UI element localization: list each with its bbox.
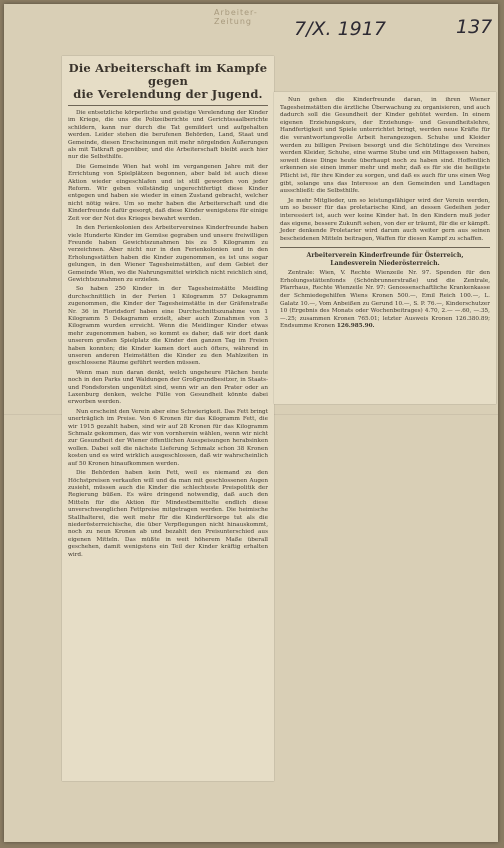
paragraph: Die entsetzliche körperliche und geistige Verelendung der Kinder im Kriege, die uns die Polizeiberichte und Gerichtssaalberichte schildern, kann nur durch die Tat gemildert und aufgehalten werden. Leider stehen die berufenen Behörden, Land, Staat und Gemeinde, diesen Erscheinungen mit mehr nörgelnden Äußerungen als mit Tatkraft gegenüber, und die Arbeiterschaft bleibt auch hier nur die Selbsthilfe.	[68, 110, 268, 161]
paragraph: Die Gemeinde Wien hat wohl im vergangenen Jahre mit der Errichtung von Spielplätzen begonnen, aber bald ist auch diese Aktion wieder eingeschlafen und ist still geworden von jeder Reform. Wir geben vollständig ungerechtfertigt diese Kinder entgegen und haben sie wieder in einen Zustand gebracht, welcher nicht nötig wäre. Um so mehr haben die Arbeiterschaft und die Kinderfreunde dafür gesorgt, daß diese Kinder wenigstens für einige Zeit vor der Not des Krieges bewahrt werden.	[68, 163, 268, 222]
organization-title	[280, 252, 490, 268]
org-title-line-2: Landesverein Niederösterreich.	[330, 260, 440, 268]
handwritten-date: 7/X. 1917	[294, 18, 386, 40]
donation-total: 126.985.90.	[336, 323, 375, 330]
paragraph: In den Ferienkolonien des Arbeitervereines Kinderfreunde haben viele Hunderte Kinder im Gemüse gegraben und unsere freiwilligen Freunde haben Gewichtszunahmen bis zu 5 Kilogramm zu verzeichnen. Aber nicht nur in den Ferienkolonien und in den Erholungsstätten haben die Kinder zugenommen, es ist uns sogar gelungen, in den Wiener Tagesheimstätten, auf dem Gebiet der Gemeinde Wien, wo die Nahrungsmittel wirklich nicht reichlich sind, Gewichtszunahmen zu erzielen.	[68, 225, 268, 283]
paragraph: Je mehr Mitglieder, um so leistungsfähiger wird der Verein werden, um so besser für das proletarische Kind, an dessen Gedeihen jeder interessiert ist, auch wer keine Kinder hat. In den Kindern muß jeder das eigene, bessere Zukunft sehen, von der er träumt, für die er kämpft. Jeder denkende Proletarier wird darum auch weiter gern aus seinen bescheidenen Mitteln beitragen, Waffen für diesen Kampf zu schaffen.	[280, 197, 490, 242]
handwritten-page-number: 137	[456, 16, 493, 38]
clipping-main-article	[62, 56, 274, 781]
section-rule	[280, 247, 490, 248]
paragraph: Nun erscheint den Verein aber eine Schwierigkeit. Das Fett bringt unerträglich im Preise. Von 6 Kronen für das Kilogramm Fett, die wir 1915 gezahlt haben, sind wir auf 28 Kronen für das Kilogramm Schmalz gekommen, das wir von vornherein wählen, wenn wir nicht zur Gesundheit der Wiener öffentlichen Ausspeisungen herabsinken wollen. Dabei soll die nächste Lieferung Schmalz schon 38 Kronen kosten und es wird wirklich ausgeschlossen, daß wir wahrscheinlich auf 50 Kronen hinaufkommen werden.	[68, 408, 268, 467]
paragraph: Die Behörden haben kein Fett, weil es niemand zu den Höchstpreisen verkaufen will und da man mit geschlossenen Augen zusieht, müssen auch die Kinder die schlechteste Preispolitik der Regierung büßen. Es wäre dringend notwendig, daß auch den Mitteln für die Aktion für Mindestbemittelte endlich diese unverschwenglichen Fettpreise mitgetragen werden. Die heimische Stallhalterei, die weit mehr für die Kinderfürsorge tut als die niederösterreichische, die über Verpflegungen nicht hinauskommt, noch zu neun Kronen ab und bezahlt den Preisunterschied aus eigenen Mitteln. Das müßte in weit höherem Maße überall geschehen, damit wenigstens ein Teil der Kinder kräftig erhalten wird.	[68, 470, 268, 558]
masthead: Arbeiter-Zeitung	[214, 8, 258, 26]
headline-line-1: Die Arbeiterschaft im Kampfe gegen	[68, 61, 268, 88]
headline-line-2: die Verelendung der Jugend.	[73, 87, 263, 101]
paragraph: Nun gehen die Kinderfreunde daran, in ihren Wiener Tagesheimstätten die ärztliche Überwachung zu organisieren, und auch dadurch soll die Gesundheit der Kinder gehütet werden. In einem eigenen Erziehungskurs, der Erziehungs- und Gesundheitslehre, Handfertigkeit und Spiele unterrichtet bringt, werden neue Kräfte für die verantwortungsvolle Arbeit herangezogen. Schuhe und Kleider werden zu billigen Preisen besorgt und die Schützlinge des Vereines werden Kleider, Schuhe, eine warme Stube und ein Mittagessen haben, soweit diese Dinge heute überhaupt noch zu haben sind. Hoffentlich erkennen sie einen immer mehr und mehr, daß es für sie die heiligste Pflicht ist, für ihre Kinder zu sorgen, und daß es auch für uns einen Weg gibt, solange uns das Interesse an den Gemeinden und Landtagen ausschließt: die Selbsthilfe.	[280, 97, 490, 195]
article-body	[68, 110, 268, 559]
org-title-line-1: Arbeiterverein Kinderfreunde für Österreich,	[306, 252, 464, 260]
headline-rule	[68, 105, 268, 106]
donation-text: Zentrale: Wien, V. Rechte Wienzeile Nr. 97. Spenden für den Erholungsstättenfonds (Schönbrunnerstraße) und die Zentrale, Pfarrhaus, Rechte Wienzeile Nr. 97: Genossenschaftliche Krankenkasse der Schmiedegehilfen Wiens Kronen 500.—, Emil Reich 100.—, L. Galatz 10.—, Vom Anbeißen zu Gerund 10.—, S. P. 76.—, Kinderschutzer 10 (Ergebnis des Monats oder Wochenbeitrages) 4.70, 2.— —.60, —.35, —.25; zusammen Kronen 765.01; letzter Ausweis Kronen 126.380.89; Endsumme Kronen	[280, 270, 490, 330]
clipping-continuation	[274, 92, 496, 404]
paragraph: Wenn man nun daran denkt, welch ungeheure Flächen heute noch in den Parks und Waldungen der Großgrundbesitzer, in Staats- und Fondsforsten ungenützt sind, wenn wir an den Prater oder an Laxenburg denken, welche Fülle von Gesundheit könnte dabei erworben werden.	[68, 369, 268, 406]
donation-list	[280, 270, 490, 331]
article-headline	[66, 62, 270, 101]
continuation-body	[280, 97, 490, 243]
archive-sheet	[4, 4, 498, 842]
paragraph: So haben 250 Kinder in der Tagesheimstätte Meidling durchschnittlich in der Ferien 1 Kilogramm 57 Dekagramm zugenommen, die Kinder der Tagesheimstätte in der Gräfenstraße Nr. 36 in Floridsdorf haben eine Durchschnittszunahme von 1 Kilogramm 5 Dekagramm erzielt, aber auch Zunahmen von 3 Kilogramm wurden erreicht. Wenn die Meidlinger Kinder etwas mehr zugenommen haben, so kommt es daher, daß wir dort dank unserem großen Spielplatz die Kinder den ganzen Tag im Freien haben konnten; die Kinder kamen dort auch öfters, während in unseren anderen Heimstätten die Kinder zu den Mahlzeiten in geschlossene Räume geführt werden müssen.	[68, 286, 268, 367]
